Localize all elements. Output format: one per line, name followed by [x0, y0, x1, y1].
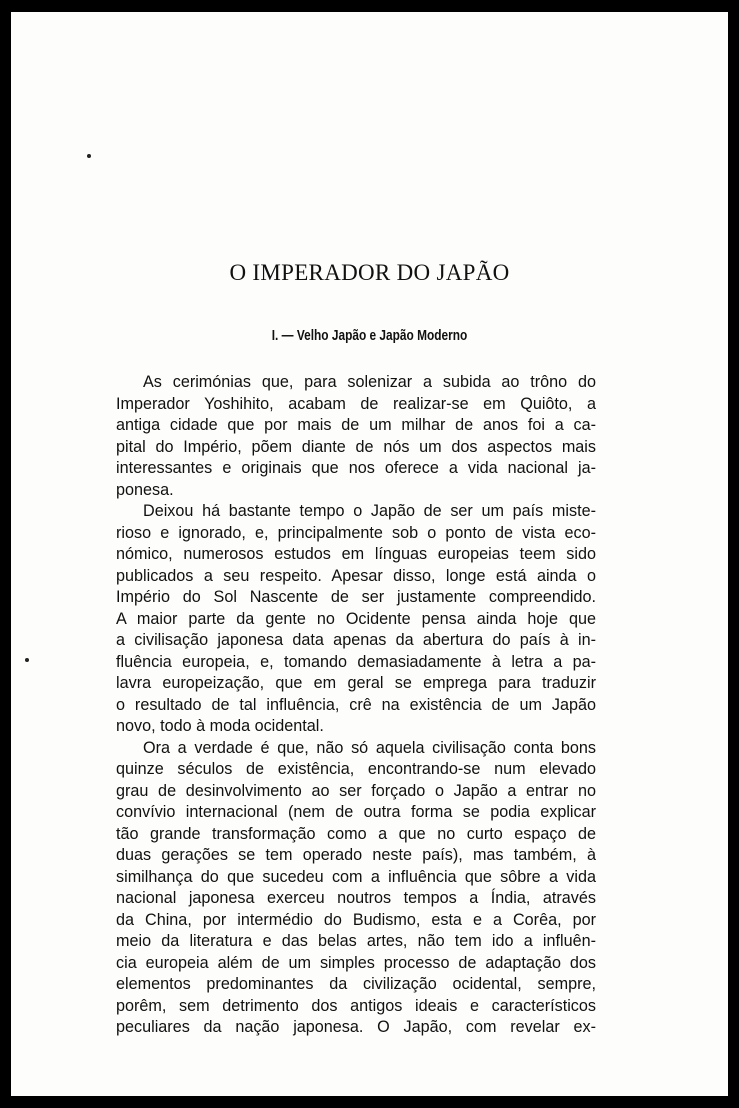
text-line: interessantes e originais que nos oferece a vida nacional ja-: [116, 459, 596, 477]
text-line: da China, por intermédio do Budismo, esta e a Corêa, por: [116, 910, 596, 929]
text-line: As cerimónias que, para solenizar a subida ao trôno do: [143, 373, 596, 391]
text-line: a civilisação japonesa data apenas da abertura do país à in-: [116, 631, 596, 649]
text-line: porêm, sem detrimento dos antigos ideais e característicos: [116, 996, 596, 1015]
text-line: peculiares da nação japonesa. O Japão, com revelar ex-: [116, 1018, 596, 1036]
text-line: fluência europeia, e, tomando demasiadamente à letra a pa-: [116, 652, 596, 671]
text-line: convívio internacional (nem de outra forma se podia explicar: [116, 803, 596, 821]
text-line: similhança do que sucedeu com a influência que sôbre a vida: [116, 867, 596, 886]
text-line: A maior parte da gente no Ocidente pensa ainda hoje que: [116, 609, 596, 628]
text-line: Império do Sol Nascente de ser justamente compreendido.: [116, 588, 596, 606]
text-line: meio da literatura e das belas artes, não tem ido a influên-: [116, 932, 596, 950]
text-line: publicados a seu respeito. Apesar disso, longe está ainda o: [116, 566, 596, 585]
text-line: Imperador Yoshihito, acabam de realizar-se em Quiôto, a: [116, 394, 596, 413]
text-line: elementos predominantes da civilização ocidental, sempre,: [116, 975, 596, 993]
text-line: duas gerações se tem operado neste país), mas também, à: [116, 846, 596, 864]
text-line: Deixou há bastante tempo o Japão de ser um país miste-: [143, 502, 596, 520]
text-line: Ora a verdade é que, não só aquela civilisação conta bons: [143, 738, 596, 757]
book-page: [11, 12, 728, 1096]
text-line: nacional japonesa exerceu noutros tempos a Índia, através: [116, 889, 596, 907]
text-line: tão grande transformação como a que no curto espaço de: [116, 824, 596, 843]
body-text: [116, 372, 596, 1039]
text-line: lavra europeização, que em geral se emprega para traduzir: [116, 674, 596, 692]
text-line: o resultado de tal influência, crê na existência de um Japão: [116, 695, 596, 714]
ink-speck: [25, 658, 29, 662]
text-line: quinze séculos de existência, encontrando-se num elevado: [116, 760, 596, 778]
text-line: antiga cidade que por mais de um milhar de anos foi a ca-: [116, 416, 596, 434]
text-line: nómico, numerosos estudos em línguas europeias teem sido: [116, 545, 596, 563]
text-line: novo, todo à moda ocidental.: [116, 717, 324, 735]
section-heading: I. — Velho Japão e Japão Moderno: [271, 328, 468, 344]
ink-speck: [87, 154, 91, 158]
text-line: pital do Império, põem diante de nós um dos aspectos mais: [116, 437, 596, 456]
text-line: grau de desinvolvimento ao ser forçado o Japão a entrar no: [116, 781, 596, 800]
text-line: ponesa.: [116, 480, 174, 499]
text-line: rioso e ignorado, e, principalmente sob o ponto de vista eco-: [116, 523, 596, 542]
chapter-title: O IMPERADOR DO JAPÃO: [229, 260, 510, 285]
text-line: cia europeia além de um simples processo de adaptação dos: [116, 953, 596, 972]
